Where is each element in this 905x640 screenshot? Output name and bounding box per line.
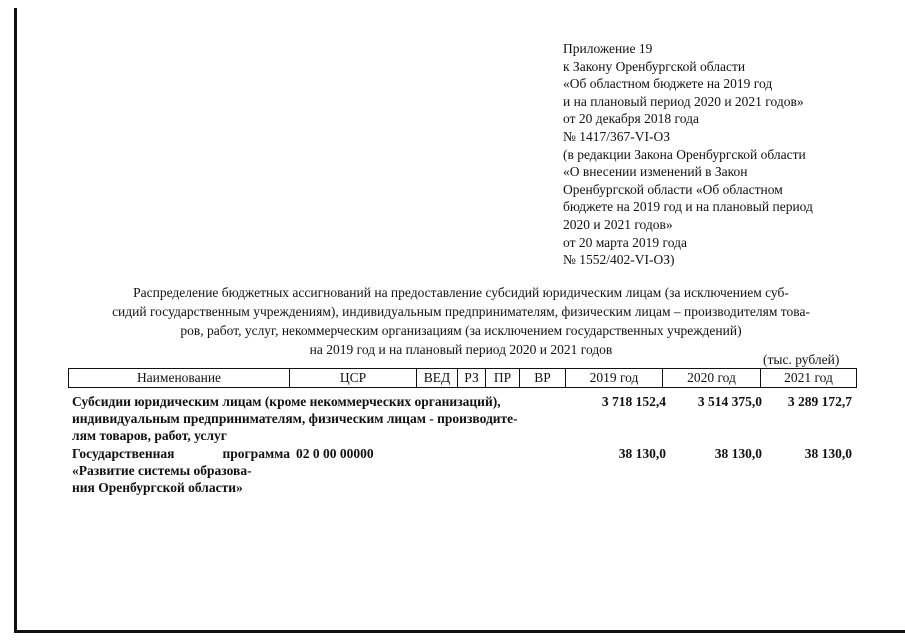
appendix-line: Приложение 19 [563, 41, 653, 56]
column-header-ved: ВЕД [417, 369, 458, 388]
row-name-line: ния Оренбургской области» [72, 480, 243, 495]
appendix-line: Оренбургской области «Об областном [563, 181, 783, 197]
row-name-line: индивидуальным предпринимателям, физическим лицам - производите- [72, 411, 518, 426]
appendix-line: к Закону Оренбургской области [563, 58, 746, 74]
row-name-line: лям товаров, работ, услуг [72, 428, 227, 443]
column-header-pr: ПР [486, 369, 520, 388]
row-name-cell [72, 445, 290, 496]
row-name-cell [72, 393, 577, 444]
csr-code: 02 0 00 00000 [296, 446, 374, 461]
heading-line: на 2019 год и на плановый период 2020 и 2021 годов [309, 342, 613, 357]
appendix-line: и на плановый период 2020 и 2021 годов» [563, 93, 804, 109]
column-header-2020: 2020 год [663, 369, 761, 388]
value-2019: 38 130,0 [618, 446, 666, 461]
appendix-line: № 1417/367-VI-ОЗ [563, 128, 671, 144]
column-header-name: Наименование [69, 369, 290, 388]
value-2020: 38 130,0 [714, 446, 762, 461]
value-2020: 3 514 375,0 [697, 394, 762, 409]
column-header-rz: РЗ [458, 369, 486, 388]
appendix-line: от 20 декабря 2018 года [563, 111, 699, 127]
appendix-line: «О внесении изменений в Закон [563, 164, 748, 180]
page-frame-left-edge [14, 8, 17, 633]
row-name-line: Субсидии юридическим лицам (кроме некоммерческих организаций), [72, 394, 501, 409]
table-header [68, 368, 857, 388]
row-name-line: «Развитие системы образова- [72, 463, 252, 478]
row-name-word: Государственная [72, 446, 175, 461]
appendix-reference [563, 40, 893, 269]
column-header-2019: 2019 год [566, 369, 663, 388]
heading-line: Распределение бюджетных ассигнований на предоставление субсидий юридическим лицам (за исключением суб- [133, 285, 789, 300]
column-header-2021: 2021 год [761, 369, 857, 388]
value-2021: 38 130,0 [804, 446, 852, 461]
appendix-line: (в редакции Закона Оренбургской области [563, 146, 806, 162]
heading-line: ров, работ, услуг, некоммерческим организациям (за исключением государственных учреждений) [180, 323, 742, 338]
value-2019: 3 718 152,4 [601, 394, 666, 409]
page-frame-bottom-edge [14, 630, 905, 633]
document-heading [70, 283, 852, 359]
appendix-line: «Об областном бюджете на 2019 год [563, 76, 773, 92]
appendix-line: бюджете на 2019 год и на плановый период [563, 199, 813, 215]
appendix-line: № 1552/402-VI-ОЗ) [563, 252, 675, 268]
column-header-csr: ЦСР [290, 369, 417, 388]
appendix-line: 2020 и 2021 годов» [563, 216, 673, 232]
heading-line: сидий государственным учреждениям), индивидуальным предпринимателям, физическим лицам – производителям това- [112, 304, 810, 319]
column-header-vr: ВР [520, 369, 566, 388]
units-label: (тыс. рублей) [763, 352, 840, 367]
appendix-line: от 20 марта 2019 года [563, 234, 687, 250]
value-2021: 3 289 172,7 [787, 394, 852, 409]
row-name-word: программа [222, 446, 290, 461]
